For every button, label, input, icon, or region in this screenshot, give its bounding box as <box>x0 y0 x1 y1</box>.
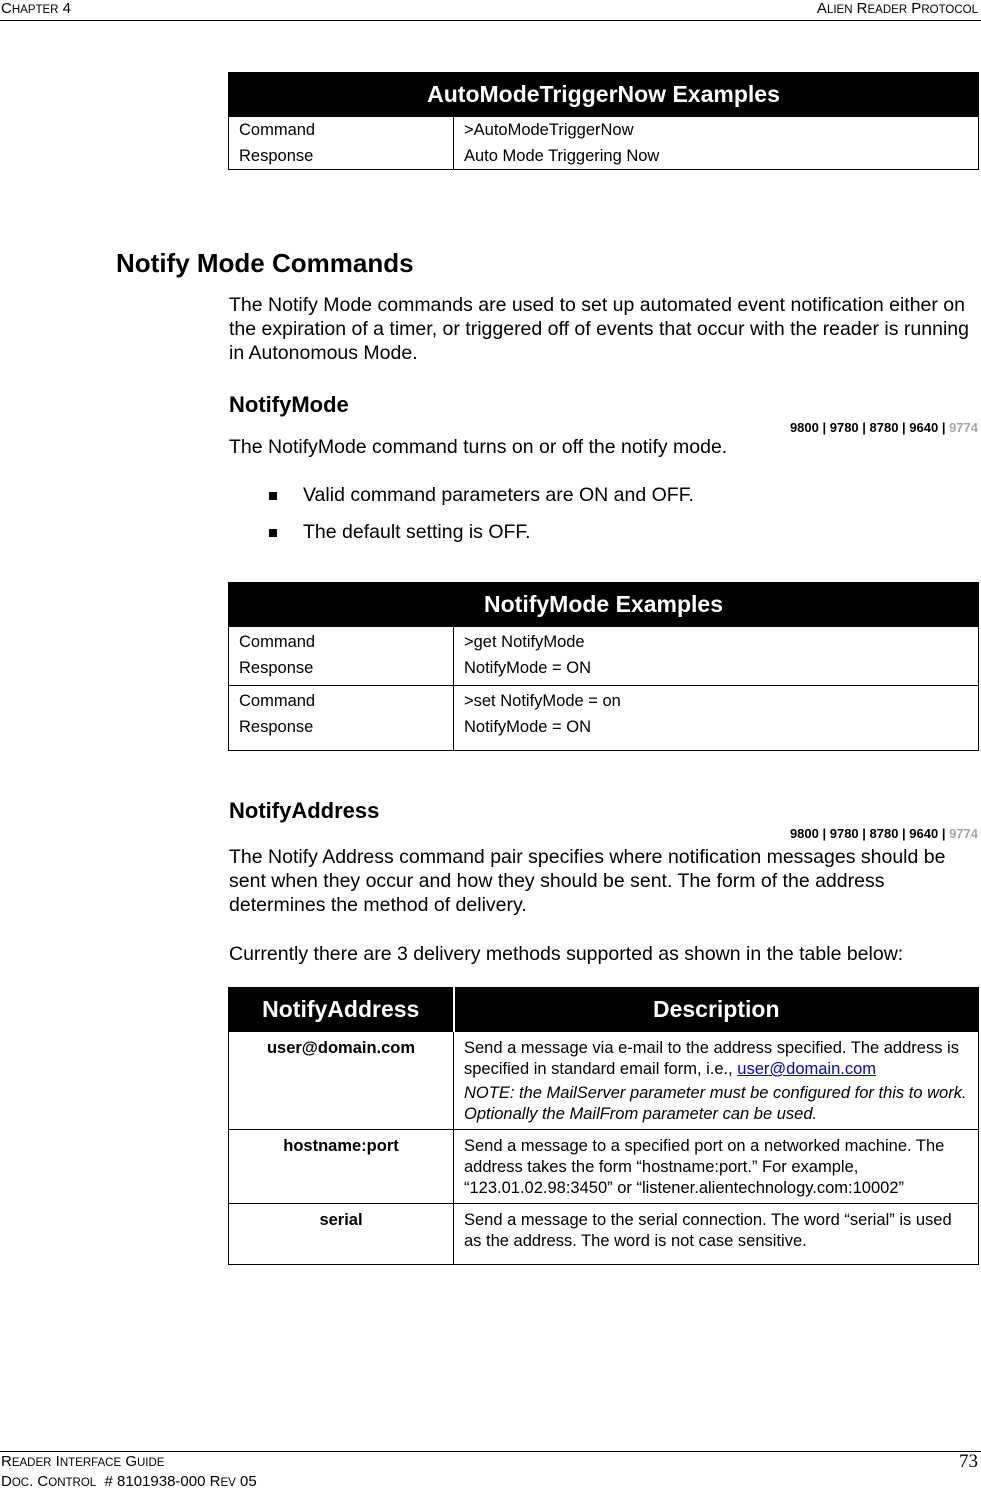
footer-doc-control: DOC. CONTROL # 8101938-000 REV 05 <box>1 1473 257 1490</box>
supported-models: 9800 | 9780 | 8780 | 9640 | 9774 <box>789 420 978 435</box>
address-key: hostname:port <box>229 1130 454 1204</box>
table-title: AutoModeTriggerNow Examples <box>229 73 979 117</box>
supported-models: 9800 | 9780 | 8780 | 9640 | 9774 <box>789 826 978 841</box>
address-description: Send a message to a specified port on a networked machine. The address takes the form “hostname:port.” For example, “123.01.02.98:3450” or “listener.alientechnology.com:10002” <box>454 1130 979 1204</box>
table-title: NotifyMode Examples <box>229 583 979 627</box>
list-item: Valid command parameters are ON and OFF. <box>266 484 694 521</box>
section-title: Notify Mode Commands <box>116 248 414 278</box>
page-number: 73 <box>959 1451 978 1472</box>
column-header-description: Description <box>454 988 979 1032</box>
notify-address-description: The Notify Address command pair specifies where notification messages should be sent when they occur and how they should be sent. The form of the address determines the method of delivery. <box>229 846 946 916</box>
table-row <box>229 1204 979 1265</box>
table-row <box>229 1130 979 1204</box>
bullet-square-icon <box>269 492 277 500</box>
table-row: Command Response >set NotifyMode = on NotifyMode = ON <box>229 686 979 751</box>
bullet-square-icon <box>269 529 277 537</box>
section-intro: The Notify Mode commands are used to set up automated event notification either on the expiration of a timer, or triggered off of events that occur with the reader is running in Autonomous Mode. <box>229 294 969 364</box>
footer-guide-title: READER INTERFACE GUIDE <box>1 1453 165 1470</box>
header-chapter: CHAPTER 4 <box>1 0 72 17</box>
notify-mode-description: The NotifyMode command turns on or off the notify mode. <box>229 436 728 458</box>
notify-address-table <box>228 987 979 1265</box>
email-link[interactable]: user@domain.com <box>737 1060 877 1078</box>
table-row: user@domain.com Send a message via e-mail to the address specified. The address is specified in standard email form, i.e., user@domain.com NOTE: the MailServer parameter must be configured for this to work. Optionally the MailFrom parameter can be used. <box>229 1032 979 1130</box>
address-description: Send a message to the serial connection. The word “serial” is used as the address. The word is not case sensitive. <box>454 1204 979 1265</box>
auto-mode-trigger-now-table <box>228 72 979 170</box>
header-rule <box>0 20 981 21</box>
column-header-notify-address: NotifyAddress <box>229 988 454 1032</box>
notify-mode-bullets <box>266 484 694 558</box>
mailserver-note: NOTE: the MailServer parameter must be configured for this to work. Optionally the MailFrom parameter can be used. <box>464 1084 967 1123</box>
notify-mode-title: NotifyMode <box>229 392 349 417</box>
address-key: user@domain.com <box>229 1032 454 1130</box>
notify-address-title: NotifyAddress <box>229 798 380 823</box>
address-key: serial <box>229 1204 454 1265</box>
list-item: The default setting is OFF. <box>266 521 694 558</box>
table-row: Command Response >get NotifyMode NotifyMode = ON <box>229 627 979 686</box>
delivery-methods-note: Currently there are 3 delivery methods supported as shown in the table below: <box>229 943 904 965</box>
notify-mode-examples-table <box>228 582 979 751</box>
table-row: Command Response >AutoModeTriggerNow Auto Mode Triggering Now <box>229 117 979 170</box>
header-doc-title: ALIEN READER PROTOCOL <box>816 0 978 17</box>
footer-rule <box>0 1451 981 1452</box>
